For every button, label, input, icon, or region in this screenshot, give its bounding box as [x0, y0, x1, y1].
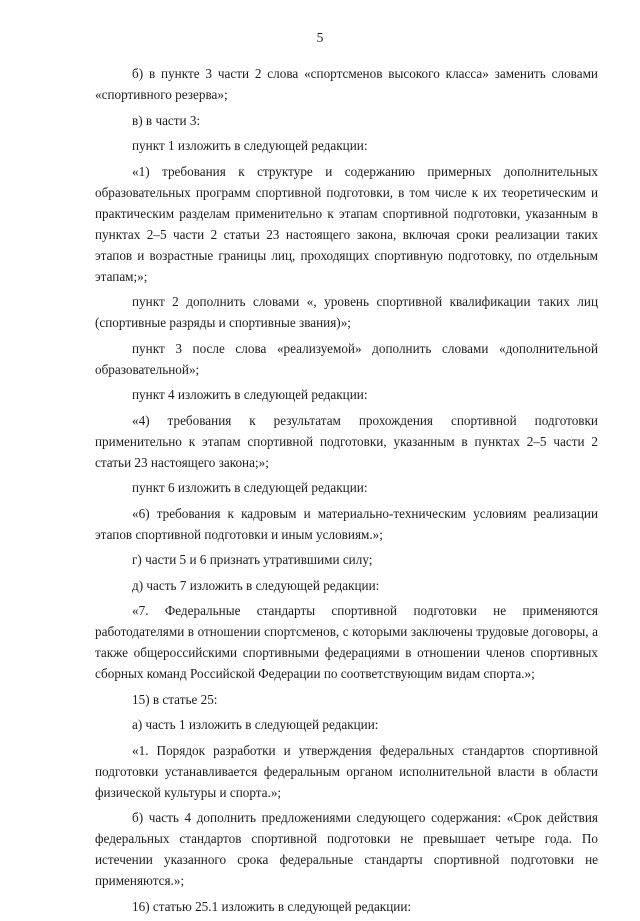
- paragraph-part-7-text: «7. Федеральные стандарты спортивной подготовки не применяются работодателями в отношении спортсменов, с которыми заключены трудовые договоры, а также общероссийскими спортивными федерациями в отношении членов спортивных сборных команд Российской Федерации по соответствующим видам спорта.»;: [95, 603, 598, 681]
- paragraph-amend-item-b: б) в пункте 3 части 2 слова «спортсменов высокого класса» заменить словами «спортивного резерва»;: [95, 66, 598, 102]
- paragraph-item-g: г) части 5 и 6 признать утратившими силу;: [132, 552, 373, 567]
- paragraph-part-3-heading: в) в части 3:: [132, 112, 201, 128]
- paragraph-article-25-heading: 15) в статье 25:: [132, 691, 218, 707]
- paragraph-point-3: пункт 3 после слова «реализуемой» дополнить словами «дополнительной образовательной»;: [95, 340, 598, 377]
- paragraph-point-4-text: «4) требования к результатам прохождения спортивной подготовки применительно к этапам спортивной подготовки, указанным в пунктах 2–5 части 2 статьи 23 настоящего закона;»;: [95, 412, 598, 470]
- paragraph-point-2: пункт 2 дополнить словами «, уровень спортивной квалификации таких лиц (спортивные разряды и спортивные звания)»;: [95, 294, 598, 330]
- paragraph-article-25-item-a: а) часть 1 изложить в следующей редакции:: [132, 717, 379, 732]
- paragraph-article-25-1-heading: 16) статью 25.1 изложить в следующей редакции:: [132, 898, 412, 914]
- document-body: [95, 63, 598, 921]
- paragraph-point-4-intro: пункт 4 изложить в следующей редакции:: [132, 387, 368, 402]
- page-number: 5: [316, 30, 324, 45]
- paragraph-item-d: д) часть 7 изложить в следующей редакции:: [132, 577, 380, 593]
- paragraph-article-25-part-1-text: «1. Порядок разработки и утверждения федеральных стандартов спортивной подготовки устанавливается федеральным органом исполнительной власти в области физической культуры и спорта.»;: [95, 742, 598, 800]
- paragraph-point-6-text: «6) требования к кадровым и материально-техническим условиям реализации этапов спортивной подготовки и иным условиям.»;: [95, 505, 598, 542]
- paragraph-point-6-intro: пункт 6 изложить в следующей редакции:: [132, 480, 368, 495]
- paragraph-point-1-text: «1) требования к структуре и содержанию примерных дополнительных образовательных программ спортивной подготовки, в том числе к их теоретическим и практическим разделам применительно к этапам спортивной подготовки, указанным в пунктах 2–5 части 2 статьи 23 настоящего закона, включая сроки реализации таких этапов и возрастные границы лиц, проходящих спортивную подготовку, по отдельным этапам;»;: [95, 163, 598, 284]
- paragraph-point-1-intro: пункт 1 изложить в следующей редакции:: [132, 138, 368, 153]
- paragraph-article-25-item-b: б) часть 4 дополнить предложениями следующего содержания: «Срок действия федеральных стандартов спортивной подготовки не превышает четыре года. По истечении указанного срока федеральные стандарты спортивной подготовки не применяются.»;: [95, 810, 598, 888]
